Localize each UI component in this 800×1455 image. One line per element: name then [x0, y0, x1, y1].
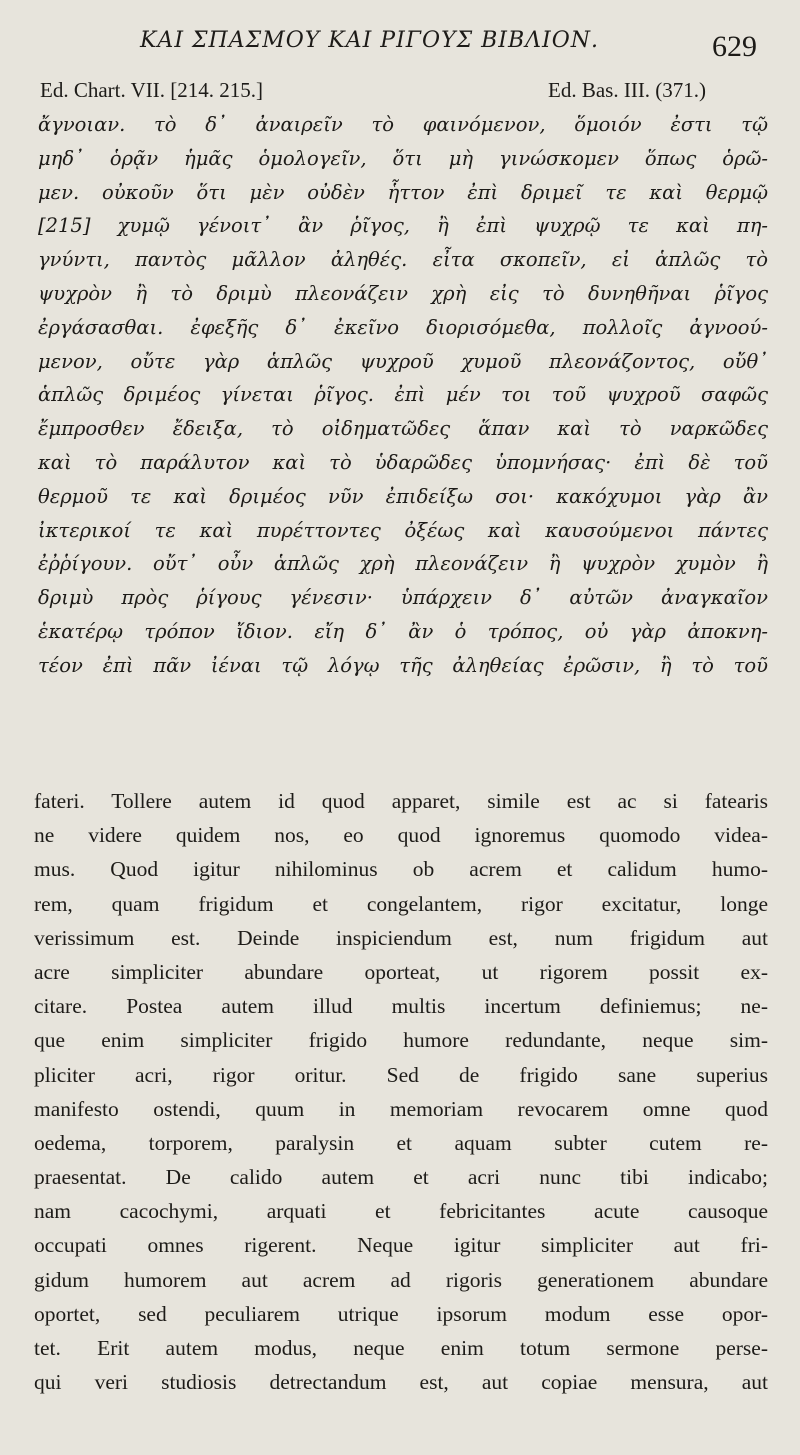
greek-text-line: ἐργάσασθαι. ἐφεξῆς δ᾽ ἐκεῖνο διορισόμεθα, πολλοῖς ἀγνοού- — [38, 315, 768, 339]
greek-text-line: μεν. οὐκοῦν ὅτι μὲν οὐδὲν ἧττον ἐπὶ δριμεῖ τε καὶ θερμῷ — [38, 180, 768, 204]
latin-text-line: nam cacochymi, arquati et febricitantes acute causoque — [34, 1199, 768, 1224]
latin-text-line: citare. Postea autem illud multis incertum definiemus; ne- — [34, 994, 768, 1019]
edition-reference-chart: Ed. Chart. VII. [214. 215.] — [40, 78, 263, 102]
greek-text-line: μενον, οὔτε γὰρ ἁπλῶς ψυχροῦ χυμοῦ πλεονάζοντος, οὔθ᾽ — [38, 349, 768, 373]
edition-reference-bas: Ed. Bas. III. (371.) — [548, 78, 707, 102]
greek-text-line: τέον ἐπὶ πᾶν ἰέναι τῷ λόγῳ τῆς ἀληθείας ἐρῶσιν, ἢ τὸ τοῦ — [38, 653, 768, 677]
greek-text-line: γνύντι, παντὸς μᾶλλον ἀληθές. εἶτα σκοπεῖν, εἰ ἁπλῶς τὸ — [38, 248, 768, 272]
latin-text-line: pliciter acri, rigor oritur. Sed de frigido sane superius — [34, 1062, 768, 1087]
latin-text-line: ne videre quidem nos, eo quod ignoremus quomodo videa- — [34, 823, 768, 848]
latin-text-line: verissimum est. Deinde inspiciendum est, num frigidum aut — [34, 925, 768, 950]
greek-text-line: ἰκτερικοί τε καὶ πυρέττοντες ὀξέως καὶ καυσούμενοι πάντες — [38, 518, 768, 542]
latin-text-line: occupati omnes rigerent. Neque igitur simpliciter aut fri- — [34, 1233, 768, 1258]
greek-text-line: ψυχρὸν ἢ τὸ δριμὺ πλεονάζειν χρὴ εἰς τὸ δυνηθῆναι ῥῖγος — [38, 281, 768, 305]
latin-text-line: fateri. Tollere autem id quod apparet, simile est ac si fatearis — [34, 789, 768, 813]
greek-text-line: ἑκατέρῳ τρόπον ἴδιον. εἴη δ᾽ ἂν ὁ τρόπος, οὐ γὰρ ἀποκνη- — [38, 619, 768, 643]
latin-text-line: oportet, sed peculiarem utrique ipsorum modum esse opor- — [34, 1301, 768, 1326]
greek-text-line: μηδ᾽ ὁρᾷν ἡμᾶς ὁμολογεῖν, ὅτι μὴ γινώσκομεν ὅπως ὁρῶ- — [38, 146, 768, 170]
page-number: 629 — [712, 30, 757, 63]
greek-text-line: θερμοῦ τε καὶ δριμέος νῦν ἐπιδείξω σοι· κακόχυμοι γὰρ ἂν — [38, 484, 768, 508]
greek-text-line: δριμὺ πρὸς ῥίγους γένεσιν· ὑπάρχειν δ᾽ αὐτῶν ἀναγκαῖον — [38, 586, 768, 610]
greek-text-line: ἁπλῶς δριμέος γίνεται ῥῖγος. ἐπὶ μέν τοι τοῦ ψυχροῦ σαφῶς — [38, 383, 768, 407]
greek-text-line: [215] χυμῷ γένοιτ᾽ ἂν ῥῖγος, ἢ ἐπὶ ψυχρῷ τε καὶ πη- — [38, 214, 768, 238]
greek-text-block — [38, 108, 768, 683]
latin-text-line: manifesto ostendi, quum in memoriam revocarem omne quod — [34, 1096, 768, 1121]
latin-text-line: rem, quam frigidum et congelantem, rigor excitatur, longe — [34, 891, 768, 916]
latin-text-line: praesentat. De calido autem et acri nunc tibi indicabo; — [34, 1165, 768, 1190]
latin-text-line: oedema, torporem, paralysin et aquam subter cutem re- — [34, 1130, 768, 1155]
latin-text-line: gidum humorem aut acrem ad rigoris generationem abundare — [34, 1267, 768, 1292]
greek-text-line: καὶ τὸ παράλυτον καὶ τὸ ὑδαρῶδες ὑπομνήσας· ἐπὶ δὲ τοῦ — [38, 450, 768, 474]
latin-text-line: mus. Quod igitur nihilominus ob acrem et calidum humo- — [34, 857, 768, 882]
greek-text-line: ἐῤῥίγουν. οὔτ᾽ οὖν ἁπλῶς χρὴ πλεονάζειν ἢ ψυχρὸν χυμὸν ἢ — [38, 552, 768, 576]
running-head-title: ΚΑΙ ΣΠΑΣΜΟΥ ΚΑΙ ΡΙΓΟΥΣ ΒΙΒΛΙΟΝ. — [140, 28, 600, 53]
latin-text-block — [34, 784, 768, 1399]
greek-text-line: ἄγνοιαν. τὸ δ᾽ ἀναιρεῖν τὸ φαινόμενον, ὅμοιόν ἐστι τῷ — [38, 113, 768, 136]
latin-text-line: acre simpliciter abundare oporteat, ut rigorem possit ex- — [34, 959, 768, 984]
greek-text-line: ἔμπροσθεν ἔδειξα, τὸ οἰδηματῶδες ἅπαν καὶ τὸ ναρκῶδες — [38, 417, 768, 441]
latin-text-line: tet. Erit autem modus, neque enim totum sermone perse- — [34, 1336, 768, 1360]
latin-text-line: que enim simpliciter frigido humore redundante, neque sim- — [34, 1028, 768, 1053]
latin-text-line: qui veri studiosis detrectandum est, aut copiae mensura, aut — [34, 1370, 768, 1395]
